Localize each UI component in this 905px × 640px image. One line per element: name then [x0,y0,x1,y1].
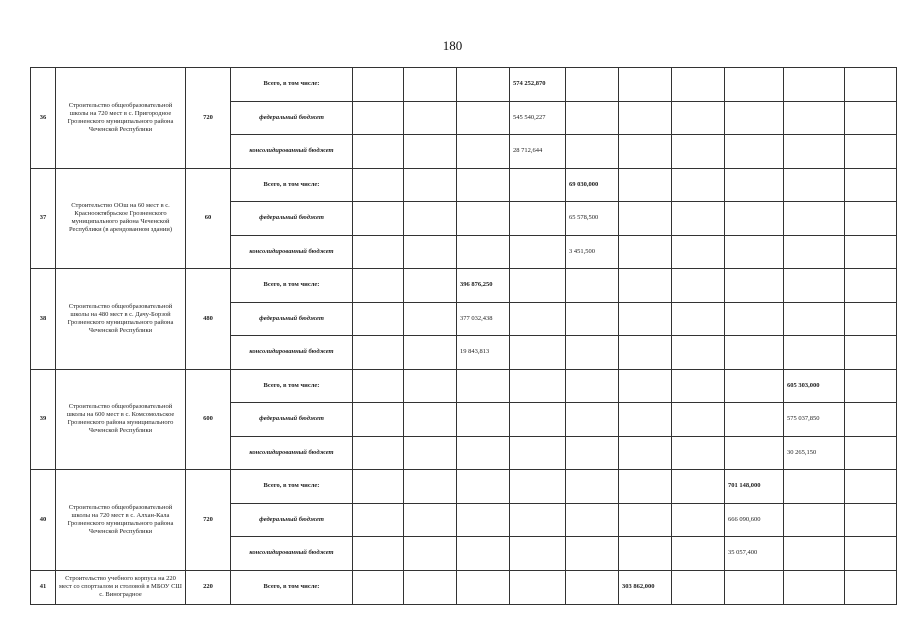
amount-cell: 377 032,438 [457,302,510,336]
amount-cell [457,403,510,437]
amount-cell [784,168,845,202]
amount-cell [353,369,404,403]
amount-cell [566,470,619,504]
amount-cell [404,302,457,336]
amount-cell [619,68,672,102]
funding-source-label: консолидированный бюджет [231,135,353,169]
object-name: Строительство учебного корпуса на 220 мест со спортзалом и столовой в МБОУ СШ с. Виноградное [56,570,186,604]
amount-cell [725,68,784,102]
amount-cell: 3 451,500 [566,235,619,269]
amount-cell [510,436,566,470]
amount-cell [404,269,457,303]
amount-cell [845,302,897,336]
object-name: Строительство общеобразовательной школы на 600 мест в с. Комсомольское Грозненского района муниципального Чеченской Республики [56,369,186,470]
page-number: 180 [442,38,463,53]
amount-cell [672,68,725,102]
amount-cell [845,570,897,604]
amount-cell [845,336,897,370]
amount-cell [725,135,784,169]
capacity-value: 480 [186,269,231,370]
funding-source-label: Всего, в том числе: [231,168,353,202]
table-row [31,68,897,102]
amount-cell [845,470,897,504]
amount-cell [672,403,725,437]
amount-cell [619,135,672,169]
amount-cell [457,168,510,202]
funding-source-label: федеральный бюджет [231,202,353,236]
amount-cell [457,135,510,169]
funding-source-label: консолидированный бюджет [231,336,353,370]
amount-cell [404,135,457,169]
amount-cell [566,269,619,303]
row-number: 37 [31,168,56,269]
amount-cell [353,235,404,269]
amount-cell [566,436,619,470]
amount-cell [784,269,845,303]
object-name: Строительство ООш на 60 мест в с. Краснооктябрьское Грозненского муниципального района Чеченской Республики (в арендованном здании) [56,168,186,269]
amount-cell [404,570,457,604]
amount-cell [784,570,845,604]
amount-cell [353,68,404,102]
amount-cell [353,336,404,370]
amount-cell [619,235,672,269]
table-row [31,369,897,403]
amount-cell [619,369,672,403]
amount-cell [353,403,404,437]
amount-cell [457,101,510,135]
amount-cell [510,168,566,202]
amount-cell [353,101,404,135]
amount-cell [619,403,672,437]
amount-cell: 666 090,600 [725,503,784,537]
amount-cell [353,202,404,236]
amount-cell [845,403,897,437]
amount-cell [672,336,725,370]
amount-cell [619,202,672,236]
capacity-value: 720 [186,470,231,571]
amount-cell [404,470,457,504]
capacity-value: 60 [186,168,231,269]
amount-cell [510,403,566,437]
amount-cell [566,537,619,571]
amount-cell [672,101,725,135]
amount-cell: 28 712,644 [510,135,566,169]
funding-source-label: федеральный бюджет [231,101,353,135]
amount-cell [510,235,566,269]
table-row [31,168,897,202]
amount-cell [353,269,404,303]
row-number: 40 [31,470,56,571]
row-number: 36 [31,68,56,169]
amount-cell [845,235,897,269]
amount-cell [510,503,566,537]
capacity-value: 720 [186,68,231,169]
amount-cell [619,302,672,336]
amount-cell [404,168,457,202]
row-number: 38 [31,269,56,370]
amount-cell [672,369,725,403]
row-number: 39 [31,369,56,470]
amount-cell [784,537,845,571]
funding-source-label: Всего, в том числе: [231,570,353,604]
amount-cell [845,537,897,571]
amount-cell [566,403,619,437]
amount-cell [510,336,566,370]
amount-cell [672,302,725,336]
amount-cell [725,168,784,202]
amount-cell [784,503,845,537]
amount-cell [457,503,510,537]
amount-cell [725,336,784,370]
amount-cell [725,369,784,403]
amount-cell [404,403,457,437]
amount-cell [510,302,566,336]
object-name: Строительство общеобразовательной школы на 720 мест в с. Алхан-Кала Грозненского муниципального района Чеченской Республики [56,470,186,571]
amount-cell [845,168,897,202]
amount-cell: 545 540,227 [510,101,566,135]
amount-cell [672,570,725,604]
amount-cell [672,135,725,169]
amount-cell [845,135,897,169]
amount-cell [404,436,457,470]
funding-source-label: Всего, в том числе: [231,68,353,102]
row-number: 41 [31,570,56,604]
amount-cell [784,470,845,504]
amount-cell [725,436,784,470]
amount-cell [784,336,845,370]
amount-cell [784,135,845,169]
amount-cell [457,369,510,403]
amount-cell [457,436,510,470]
funding-source-label: консолидированный бюджет [231,537,353,571]
amount-cell [566,570,619,604]
amount-cell [457,470,510,504]
amount-cell: 396 876,250 [457,269,510,303]
amount-cell [672,269,725,303]
amount-cell [353,135,404,169]
amount-cell [510,369,566,403]
amount-cell [845,68,897,102]
amount-cell [457,235,510,269]
amount-cell [784,68,845,102]
amount-cell [457,68,510,102]
amount-cell [404,235,457,269]
funding-source-label: Всего, в том числе: [231,269,353,303]
amount-cell [619,503,672,537]
amount-cell: 574 252,870 [510,68,566,102]
amount-cell [672,537,725,571]
amount-cell: 701 148,000 [725,470,784,504]
amount-cell [404,101,457,135]
amount-cell [725,202,784,236]
funding-source-label: консолидированный бюджет [231,235,353,269]
amount-cell [566,302,619,336]
funding-source-label: федеральный бюджет [231,503,353,537]
amount-cell: 30 265,150 [784,436,845,470]
amount-cell [566,369,619,403]
amount-cell [725,235,784,269]
amount-cell [353,537,404,571]
amount-cell: 69 030,000 [566,168,619,202]
amount-cell [784,235,845,269]
amount-cell [457,202,510,236]
amount-cell [845,369,897,403]
amount-cell [353,168,404,202]
amount-cell [619,269,672,303]
amount-cell [353,436,404,470]
amount-cell [510,470,566,504]
funding-source-label: Всего, в том числе: [231,470,353,504]
amount-cell [510,570,566,604]
funding-source-label: федеральный бюджет [231,302,353,336]
amount-cell: 575 037,850 [784,403,845,437]
amount-cell [672,202,725,236]
amount-cell [619,101,672,135]
amount-cell [566,101,619,135]
amount-cell: 35 057,400 [725,537,784,571]
amount-cell [404,202,457,236]
table-row [31,570,897,604]
amount-cell [672,436,725,470]
amount-cell [510,537,566,571]
amount-cell [404,503,457,537]
amount-cell [845,269,897,303]
amount-cell [353,302,404,336]
amount-cell [784,302,845,336]
amount-cell [510,202,566,236]
amount-cell: 19 843,813 [457,336,510,370]
amount-cell [457,570,510,604]
amount-cell [566,68,619,102]
amount-cell: 605 303,000 [784,369,845,403]
amount-cell [404,68,457,102]
funding-source-label: федеральный бюджет [231,403,353,437]
amount-cell [845,503,897,537]
amount-cell [566,336,619,370]
amount-cell [672,168,725,202]
amount-cell [619,436,672,470]
amount-cell [845,101,897,135]
amount-cell [566,503,619,537]
amount-cell [845,436,897,470]
capacity-value: 220 [186,570,231,604]
amount-cell [672,503,725,537]
amount-cell [619,336,672,370]
amount-cell [725,302,784,336]
amount-cell [353,470,404,504]
funding-source-label: консолидированный бюджет [231,436,353,470]
amount-cell [566,135,619,169]
amount-cell [725,570,784,604]
amount-cell [725,403,784,437]
amount-cell [353,503,404,537]
object-name: Строительство общеобразовательной школы на 720 мест в с. Пригородное Грозненского муниципального района Чеченской Республики [56,68,186,169]
capacity-value: 600 [186,369,231,470]
amount-cell [784,101,845,135]
amount-cell [672,235,725,269]
amount-cell [725,269,784,303]
amount-cell [845,202,897,236]
amount-cell [619,168,672,202]
table-row [31,269,897,303]
amount-cell [404,336,457,370]
amount-cell [619,537,672,571]
table-row [31,470,897,504]
object-name: Строительство общеобразовательной школы на 480 мест в с. Дачу-Борзой Грозненского муниципального района Чеченской Республики [56,269,186,370]
amount-cell [353,570,404,604]
amount-cell: 303 862,000 [619,570,672,604]
amount-cell [672,470,725,504]
amount-cell [404,537,457,571]
amount-cell [404,369,457,403]
budget-table-body [31,68,897,605]
amount-cell [784,202,845,236]
amount-cell [725,101,784,135]
amount-cell [510,269,566,303]
funding-source-label: Всего, в том числе: [231,369,353,403]
amount-cell [457,537,510,571]
amount-cell [619,470,672,504]
amount-cell: 65 578,500 [566,202,619,236]
budget-table [30,67,897,605]
